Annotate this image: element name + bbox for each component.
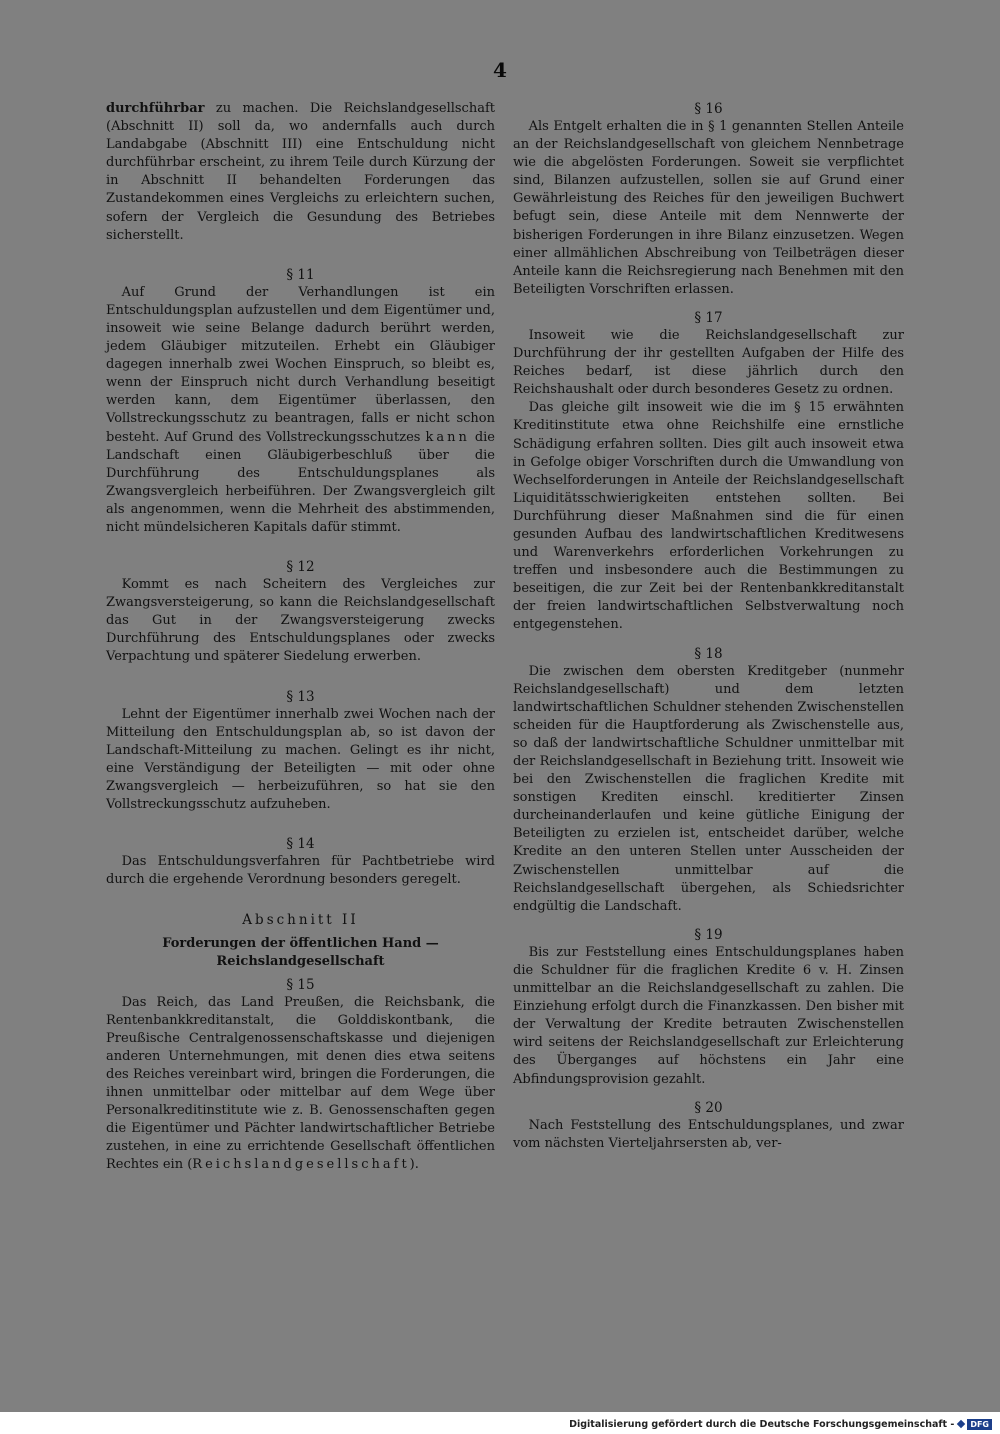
section-15-text (106, 994, 495, 1175)
section-11-text-b: die Landschaft einen Gläubigerbeschluß über die Durchführung des Entschuldungsplanes als Zwangsvergleich herbeiführen. Der Zwangsvergleich gilt als angenommen, wenn die Mehrheit des abstimmenden, nicht mündelsicheren Kapitals dafür stimmt. (106, 429, 496, 535)
section-19-text: Bis zur Feststellung eines Entschuldungsplanes haben die Schuldner für die fraglichen Kredite 6 v. H. Zinsen unmittelbar an die Reichslandgesellschaft zu zahlen. Die Einziehung erfolgt durch die Finanzkassen. Den bisher mit der Verwaltung der Kredite betrauten Zwischenstellen wird seitens der Reichslandgesellschaft zur Erleichterung des Überganges auf höchstens ein Jahr eine Abfindungsprovision gezahlt. (513, 944, 904, 1087)
digitization-footer (569, 1417, 992, 1431)
right-column (513, 100, 904, 1153)
section-11-text-a: Auf Grund der Verhandlungen ist ein Entschuldungsplan aufzustellen und dem Eigentümer und, insoweit wie seine Belange dadurch berührt werden, jedem Gläubiger mitzuteilen. Erhebt ein Gläubiger dagegen innerhalb zwei Wochen Einspruch, so bleibt es, wenn der Einspruch nicht durch Verhandlung beseitigt werden kann, dem Eigentümer überlassen, den Vollstreckungsschutz zu beantragen, falls er nicht schon besteht. Auf Grund des Vollstreckungsschutzes (106, 284, 495, 445)
abschnitt-title: Forderungen der öffentlichen Hand — Reichslandgesellschaft (162, 936, 439, 970)
section-12-heading: § 12 (286, 559, 315, 576)
dfg-logo-wrap (957, 1419, 992, 1430)
section-19-heading: § 19 (694, 926, 723, 943)
section-15-heading: § 15 (286, 976, 315, 993)
section-11-text (106, 284, 495, 537)
section-16-heading: § 16 (694, 101, 723, 117)
section-15-text-b: ). (409, 1157, 419, 1173)
section-20-text: Nach Feststellung des Entschuldungsplanes, und zwar vom nächsten Vierteljahrsersten ab, ver- (513, 1117, 904, 1151)
abschnitt-heading: Abschnitt II (242, 912, 359, 929)
left-column (106, 100, 495, 1175)
section-18-text: Die zwischen dem obersten Kreditgeber (nunmehr Reichslandgesellschaft) und dem letzten landwirtschaftlichen Schuldner stehenden Zwischenstellen scheiden für die Hauptforderung als Zwischenstelle aus, so daß der landwirtschaftliche Schuldner unmittelbar mit der Reichslandgesellschaft in Beziehung tritt. Insoweit wie bei den Zwischenstellen die fraglichen Kredite mit sonstigen Krediten einschl. kreditierter Zinsen durcheinanderlaufen und keine gütliche Einigung der Beteiligten zu erzielen ist, entscheidet darüber, welche Kredite an den unteren Stellen unter Ausscheiden der Zwischenstellen unmittelbar auf die Reichslandgesellschaft übergehen, als Schiedsrichter endgültig die Landschaft. (513, 663, 904, 914)
section-13-text: Lehnt der Eigentümer innerhalb zwei Wochen nach der Mitteilung den Entschuldungsplan ab, so ist davon der Landschaft-Mitteilung zu machen. Gelingt es ihr nicht, eine Verständigung der Beteiligten — mit oder ohne Zwangsvergleich — herbeizuführen, so hat sie den Vollstreckungsschutz aufzuheben. (106, 706, 495, 812)
section-14-text: Das Entschuldungsverfahren für Pachtbetriebe wird durch die ergehende Verordnung besonders geregelt. (106, 854, 495, 888)
paragraph-intro (106, 100, 495, 245)
section-17-text-2: Das gleiche gilt insoweit wie die im § 15 erwähnten Kreditinstitute etwa ohne Reichshilfe eine ernstliche Schädigung erfahren sollten. Dies gilt auch insoweit etwa in Gefolge obiger Vorschriften durch die Umwandlung von Wechselforderungen in Anteile der Reichslandgesellschaft Liquiditätsschwierigkeiten entstehen sollten. Bei Durchführung dieser Maßnahmen sind die für einen gesunden Aufbau des landwirtschaftlichen Kreditwesens und Warenverkehrs erforderlichen Vorkehrungen zu treffen und insbesondere auch die Bestimmungen zu beseitigen, die zur Zeit bei der Rentenbankkreditanstalt der freien landwirtschaftlichen Selbstverwaltung noch entgegenstehen. (513, 400, 904, 633)
section-14-heading: § 14 (286, 836, 315, 853)
intro-text: zu machen. Die Reichslandgesellschaft (Abschnitt II) soll da, wo andernfalls auch durch Landabgabe (Abschnitt III) eine Entschuldung nicht durchführbar erscheint, zu ihrem Teile durch Kürzung der in Abschnitt II behandelten Forderungen das Zustandekommen eines Vergleichs zu erleichtern suchen, sofern der Vergleich die Gesundung des Betriebes sicherstellt. (106, 101, 495, 243)
footer-text: Digitalisierung gefördert durch die Deutsche Forschungsgemeinschaft - (569, 1418, 955, 1430)
section-11-heading: § 11 (286, 266, 315, 283)
section-12-text: Kommt es nach Scheitern des Vergleiches zur Zwangsversteigerung, so kann die Reichslandgesellschaft das Gut in der Zwangsversteigerung zwecks Durchführung des Entschuldungsplanes oder zwecks Verpachtung und späterer Siedelung erwerben. (106, 577, 495, 665)
dfg-logo: DFG (967, 1419, 992, 1430)
page-number: 4 (493, 58, 507, 82)
section-17-text-1: Insoweit wie die Reichslandgesellschaft zur Durchführung der ihr gestellten Aufgaben der Hilfe des Reiches bedarf, ist diese jährlich durch den Reichshaushalt oder durch besonderes Gesetz zu ordnen. (513, 327, 904, 398)
intro-bold-word: durchführbar (106, 101, 205, 116)
section-20-heading: § 20 (694, 1099, 723, 1116)
section-11-spaced-word: kann (425, 429, 470, 445)
section-15-spaced-word: Reichslandgesellschaft (192, 1157, 410, 1173)
section-13-heading: § 13 (286, 688, 315, 705)
section-16-text: Als Entgelt erhalten die in § 1 genannten Stellen Anteile an der Reichslandgesellschaft von gleichem Nennbetrage wie die abgelösten Forderungen. Soweit sie verpflichtet sind, Bilanzen aufzustellen, sollen sie auf Grund einer Gewährleistung des Reiches für den jeweiligen Buchwert befugt sein, diese Anteile mit dem Nennwerte der bisherigen Forderungen in ihre Bilanz einzusetzen. Wegen einer allmählichen Abschreibung von Teilbeträgen dieser Anteile kann die Reichsregierung nach Benehmen mit den Beteiligten Vorschriften erlassen. (513, 119, 904, 297)
section-17-heading: § 17 (694, 309, 723, 326)
section-18-heading: § 18 (694, 645, 723, 662)
section-15-text-a: Das Reich, das Land Preußen, die Reichsbank, die Rentenbankkreditanstalt, die Golddiskontbank, die Preußische Centralgenossenschaftskasse und diejenigen anderen Unternehmungen, mit denen dies etwa seitens des Reiches vereinbart wird, bringen die Forderungen, die ihnen unmittelbar oder mittelbar auf dem Wege über Personalkreditinstitute wie z. B. Genossenschaften gegen die Eigentümer und Pächter landwirtschaftlicher Betriebe zustehen, in eine zu errichtende Gesellschaft öffentlichen Rechtes ein ( (106, 994, 495, 1173)
